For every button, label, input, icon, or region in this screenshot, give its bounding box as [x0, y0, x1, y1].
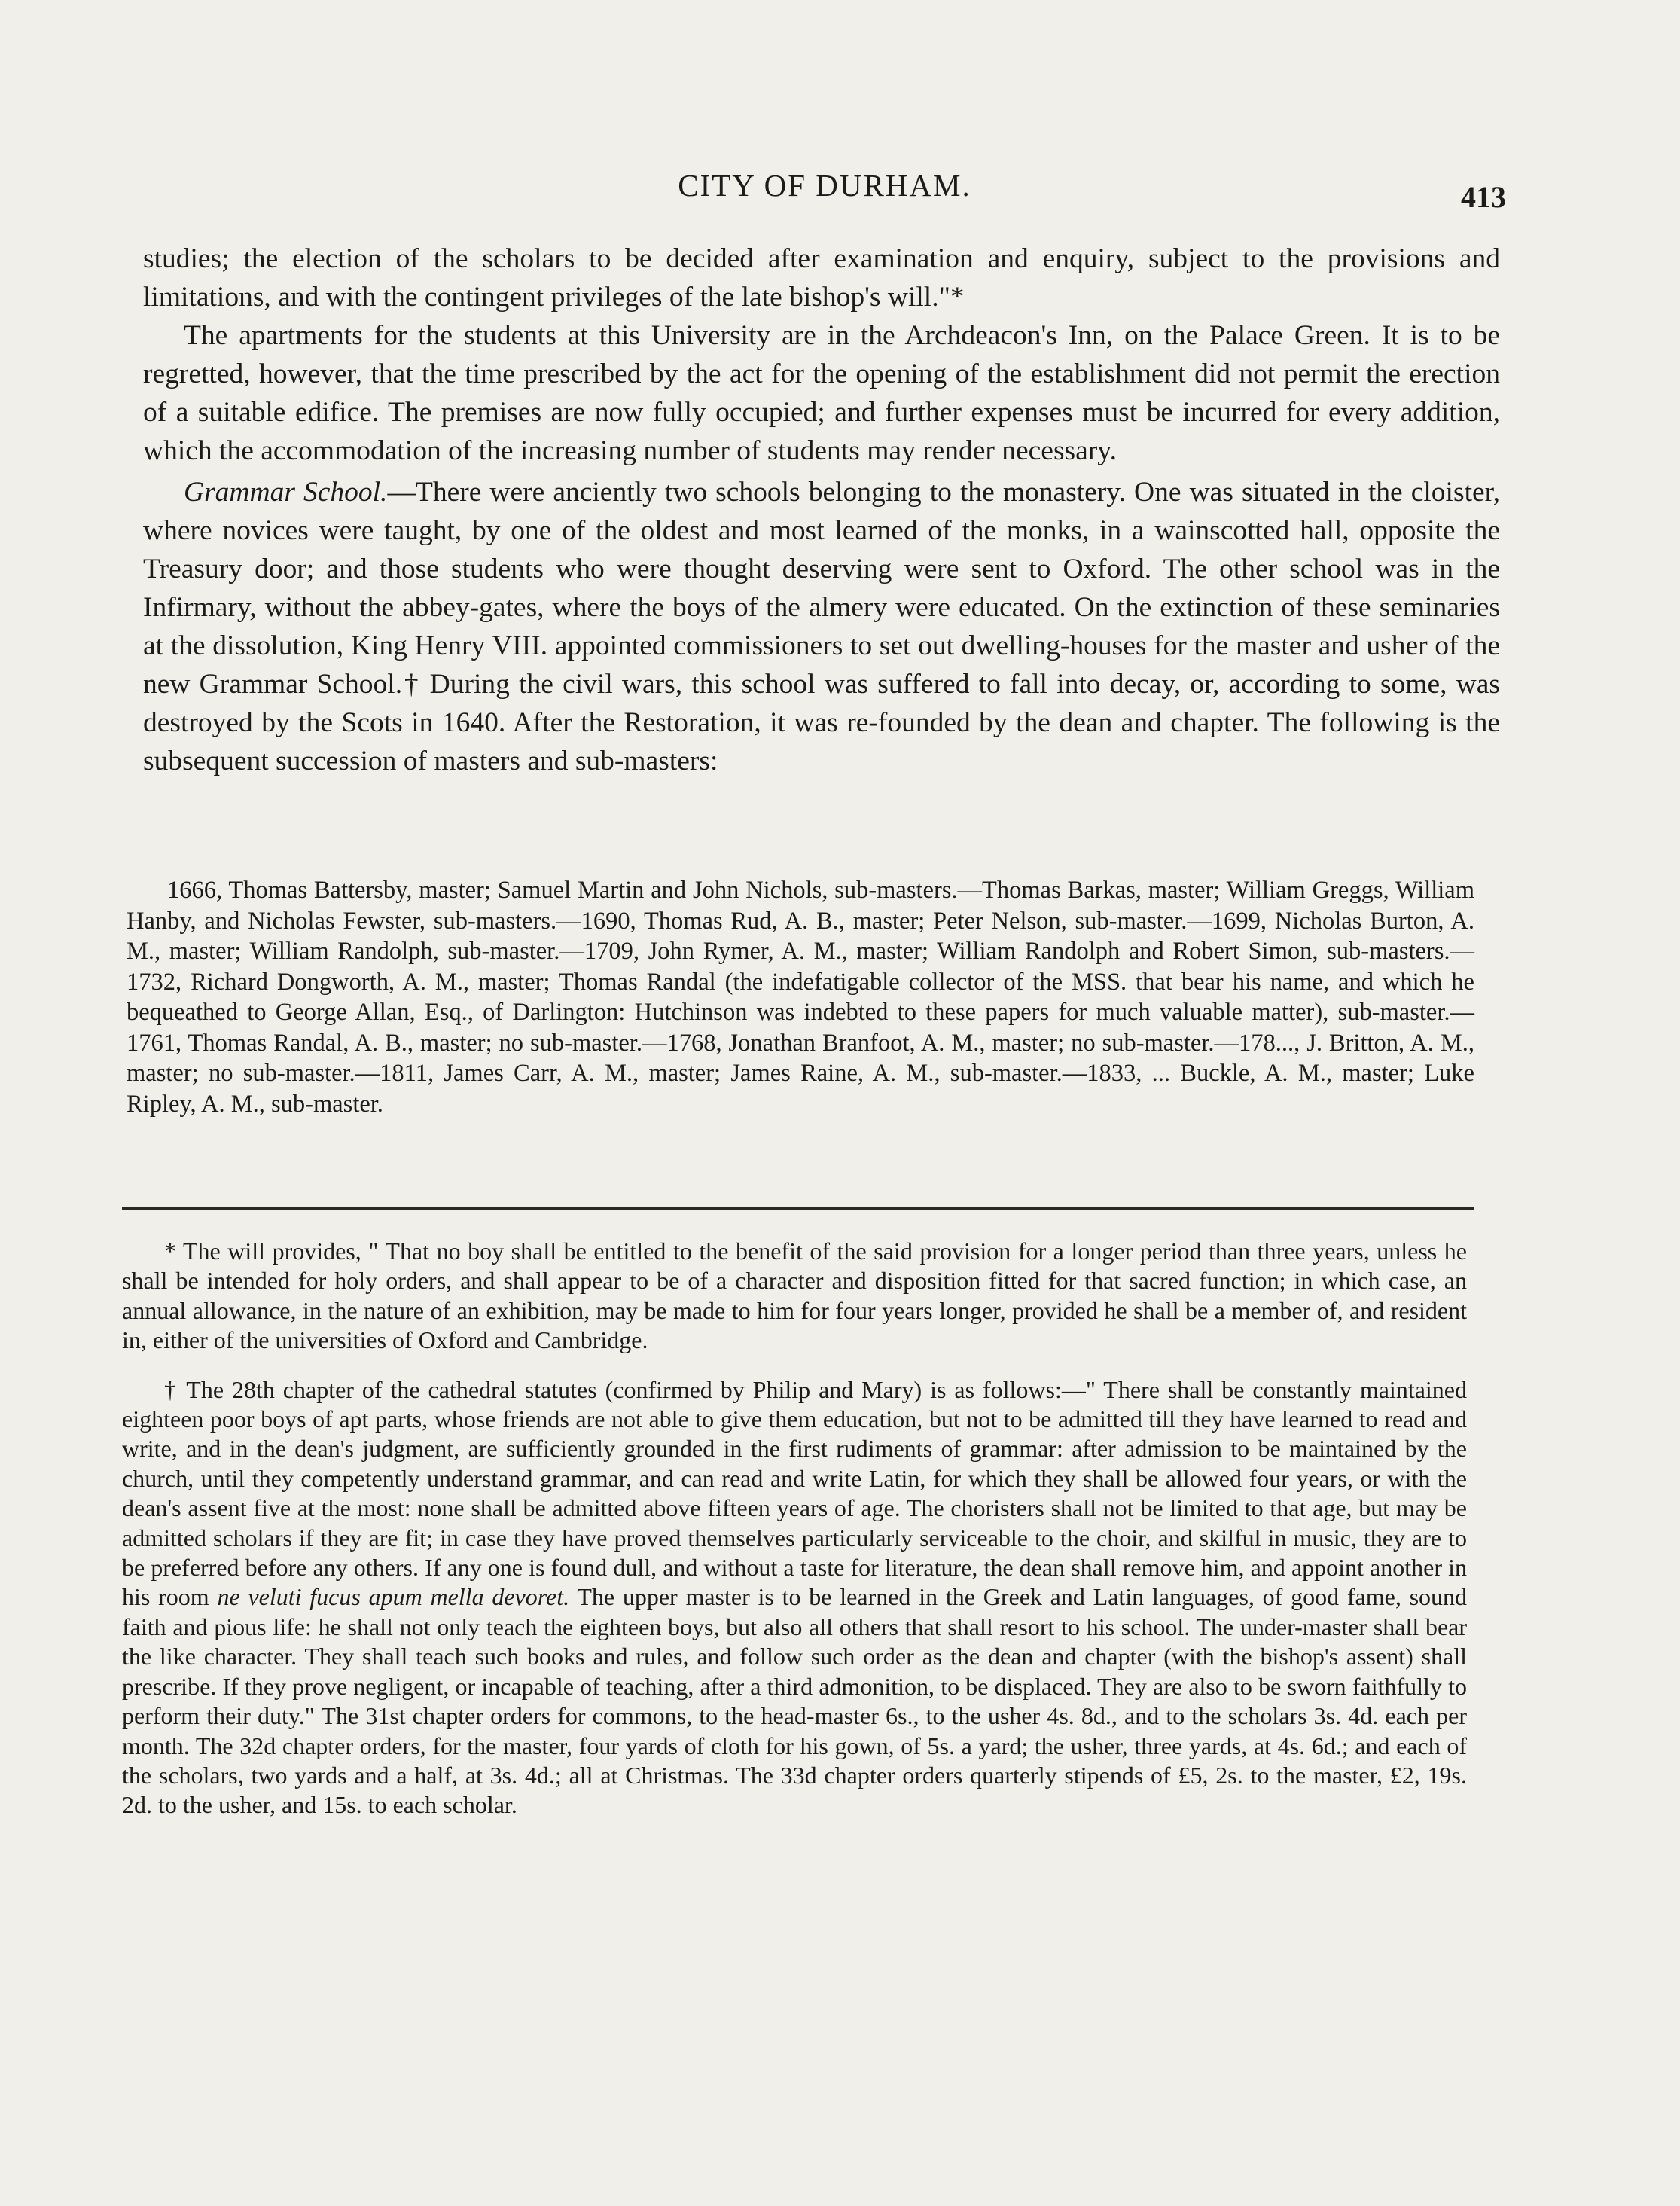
paragraph-grammar-school — [143, 473, 1500, 780]
footnote-divider — [122, 1207, 1474, 1210]
footnote-will: * The will provides, " That no boy shall be entitled to the benefit of the said provision for a longer period than three years, unless he shall be intended for holy orders, and shall appear to be of a character and disposition fitted for that sacred function; in which case, an annual allowance, in the nature of an exhibition, may be made to him for four years longer, provided he shall be a member of, and resident in, either of the universities of Oxford and Cambridge. — [122, 1237, 1467, 1354]
footnote-statutes-part2: The upper master is to be learned in the Greek and Latin languages, of good fame, sound faith and pious life: he shall not only teach the eighteen boys, but also all others that shall resort to his school. The under-master shall bear the like character. They shall teach such books and rules, and follow such order as the dean and chapter (with the bishop's assent) shall prescribe. If they prove negligent, or incapable of teaching, after a third admonition, to be displaced. They are also to be sworn faithfully to perform their duty." The 31st chapter orders for commons, to the head-master 6s., to the usher 4s. 8d., and to the scholars 3s. 4d. each per month. The 32d chapter orders, for the master, four yards of cloth for his gown, of 5s. a yard; the usher, three yards, at 4s. 6d.; and each of the scholars, two yards and a half, at 3s. 4d.; all at Christmas. The 33d chapter orders quarterly stipends of £5, 2s. to the master, £2, 19s. 2d. to the usher, and 15s. to each scholar. — [122, 1583, 1468, 1819]
grammar-school-text: —There were anciently two schools belonging to the monastery. One was situated in the cloister, where novices were taught, by one of the oldest and most learned of the monks, in a wainscotted hall, opposite the Treasury door; and those students who were thought deserving were sent to Oxford. The other school was in the Infirmary, without the abbey-gates, where the boys of the almery were educated. On the extinction of these seminaries at the dissolution, King Henry VIII. appointed commissioners to set out dwelling-houses for the master and usher of the new Grammar School.† During the civil wars, this school was suffered to fall into decay, or, according to some, was destroyed by the Scots in 1640. After the Restoration, it was re-founded by the dean and chapter. The following is the subsequent succession of masters and sub-masters: — [143, 477, 1500, 777]
main-text — [143, 240, 1500, 780]
footnote-statutes-part1: † The 28th chapter of the cathedral statutes (confirmed by Philip and Mary) is as follows:—" There shall be constantly maintained eighteen poor boys of apt parts, whose friends are not able to give them education, but not to be admitted till they have learned to read and write, and in the dean's judgment, are sufficiently grounded in the first rudiments of grammar: after admission to be maintained by the church, until they competently understand grammar, and can read and write Latin, for which they shall be allowed four years, or with the dean's assent five at the most: none shall be admitted above fifteen years of age. The choristers shall not be limited to that age, but may be admitted scholars if they are fit; in case they have proved themselves particularly serviceable to the choir, and skilful in music, they are to be preferred before any others. If any one is found dull, and without a taste for literature, the dean shall remove him, and appoint another in his room — [122, 1375, 1467, 1611]
page-number: 413 — [1461, 180, 1506, 214]
paragraph-apartments: The apartments for the students at this University are in the Archdeacon's Inn, on the Palace Green. It is to be regretted, however, that the time prescribed by the act for the opening of the establishment did not permit the erection of a suitable edifice. The premises are now fully occupied; and further expenses must be incurred for every addition, which the accommodation of the increasing number of students may render necessary. — [143, 320, 1500, 466]
footnote-statutes — [122, 1375, 1467, 1820]
succession-of-masters: 1666, Thomas Battersby, master; Samuel Martin and John Nichols, sub-masters.—Thomas Barkas, master; William Greggs, William Hanby, and Nicholas Fewster, sub-masters.—1690, Thomas Rud, A. B., master; Peter Nelson, sub-master.—1699, Nicholas Burton, A. M., master; William Randolph, sub-master.—1709, John Rymer, A. M., master; William Randolph and Robert Simon, sub-masters.—1732, Richard Dongworth, A. M., master; Thomas Randal (the indefatigable collector of the MSS. that bear his name, and which he bequeathed to George Allan, Esq., of Darlington: Hutchinson was indebted to these papers for much valuable matter), sub-master.—1761, Thomas Randal, A. B., master; no sub-master.—1768, Jonathan Branfoot, A. M., master; no sub-master.—178..., J. Britton, A. M., master; no sub-master.—1811, James Carr, A. M., master; James Raine, A. M., sub-master.—1833, ... Buckle, A. M., master; Luke Ripley, A. M., sub-master. — [127, 877, 1474, 1118]
latin-quotation: ne veluti fucus apum mella devoret. — [217, 1583, 570, 1611]
footnotes — [122, 1237, 1467, 1820]
grammar-school-heading: Grammar School. — [184, 477, 388, 508]
running-title: CITY OF DURHAM. — [678, 168, 971, 203]
paragraph-continued: studies; the election of the scholars to be decided after examination and enquiry, subject to the provisions and limitations, and with the contingent privileges of the late bishop's will."* — [143, 243, 1500, 313]
page-header — [143, 167, 1506, 212]
